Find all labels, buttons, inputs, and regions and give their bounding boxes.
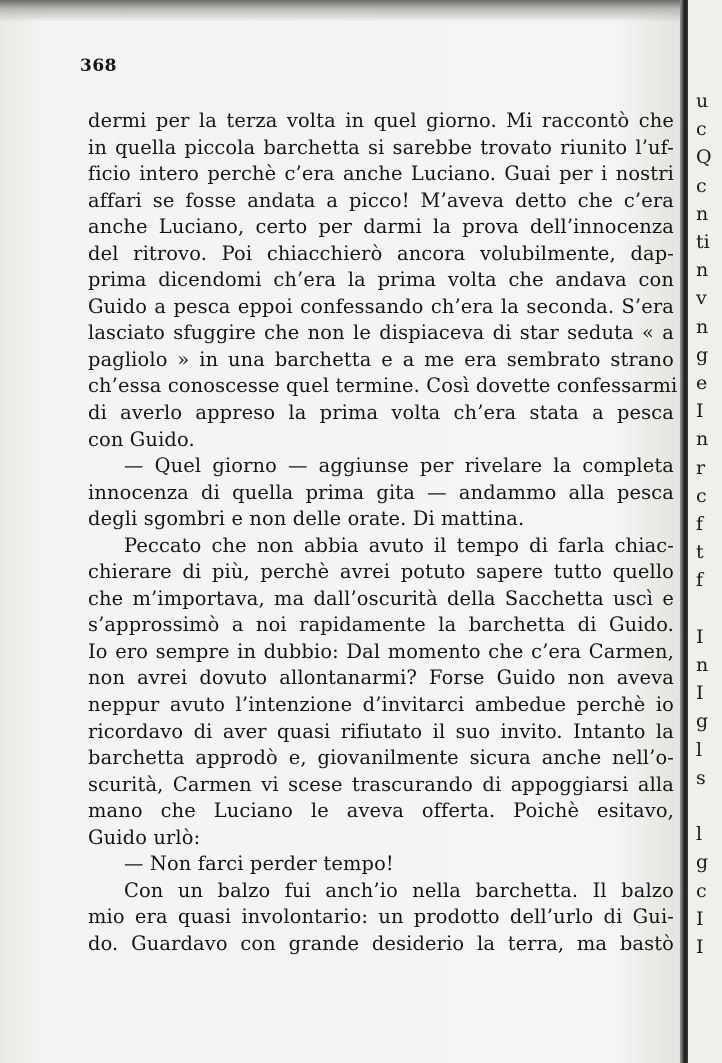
facing-page-fragment: c: [696, 174, 707, 197]
body-text: [88, 108, 678, 958]
text-line: do. Guardavo con grande desiderio la terra, ma bastò: [88, 931, 674, 955]
facing-page-fragment: g: [696, 710, 709, 733]
facing-page-fragment: t: [696, 541, 704, 564]
text-line: con Guido.: [88, 427, 195, 451]
text-line: — Non farci perder tempo!: [124, 852, 394, 876]
text-line: che m’importava, ma dall’oscurità della Sacchetta uscì e: [88, 586, 674, 610]
facing-page-fragment: n: [696, 654, 709, 676]
facing-page-fragment: ti: [696, 231, 710, 253]
facing-page-fragment: c: [696, 879, 707, 902]
text-line: chierare di più, perchè avrei potuto sapere tutto quello: [88, 560, 674, 584]
text-line: ch’essa conoscesse quel termine. Così dovette confessarmi: [88, 374, 678, 398]
text-line: innocenza di quella prima gita — andammo alla pesca: [88, 480, 674, 504]
facing-page-fragment: l: [696, 823, 703, 846]
text-line: — Quel giorno — aggiunse per rivelare la completa: [124, 454, 674, 478]
page-number: 368: [80, 56, 117, 76]
text-line: di averlo appreso la prima volta ch’era stata a pesca: [88, 401, 674, 425]
facing-page-fragment: g: [696, 343, 709, 366]
text-line: in quella piccola barchetta si sarebbe trovato riunito l’uf-: [88, 135, 674, 159]
text-line: non avrei dovuto allontanarmi? Forse Guido non aveva: [88, 666, 674, 690]
facing-page-fragment: I: [696, 936, 704, 958]
facing-page-fragment: u: [696, 90, 709, 112]
facing-page-fragment: c: [696, 484, 707, 507]
facing-page-fragment: n: [696, 202, 709, 225]
facing-page-fragment: v: [696, 287, 707, 310]
facing-page-fragment: s: [696, 766, 706, 789]
text-line: del ritrovo. Poi chiacchierò ancora volubilmente, dap-: [88, 241, 674, 265]
facing-page-fragment: r: [696, 456, 706, 479]
text-line: lasciato sfuggire che non le dispiaceva di star seduta « a: [88, 321, 674, 345]
book-gutter: [680, 0, 688, 1063]
text-line: mio era quasi involontario: un prodotto dell’urlo di Gui-: [88, 905, 674, 929]
text-line: Guido a pesca eppoi confessando ch’era la seconda. S’era: [88, 294, 674, 318]
text-line: affari se fosse andata a picco! M’aveva detto che c’era: [88, 188, 674, 212]
text-line: pagliolo » in una barchetta e a me era sembrato strano: [88, 347, 674, 371]
facing-page-fragment: l: [696, 738, 703, 761]
facing-page-fragment: n: [696, 315, 709, 338]
facing-page-fragment: f: [696, 513, 704, 535]
facing-page-fragment: g: [696, 851, 709, 874]
text-line: ricordavo di aver quasi rifiutato il suo invito. Intanto la: [88, 719, 674, 743]
facing-page-fragment: I: [696, 400, 704, 423]
text-line: anche Luciano, certo per darmi la prova dell’innocenza: [88, 215, 674, 239]
text-line: scurità, Carmen vi scese trascurando di appoggiarsi alla: [88, 772, 674, 796]
facing-page-fragment: n: [696, 259, 709, 282]
text-line: Guido urlò:: [88, 825, 201, 849]
text-line: barchetta approdò e, giovanilmente sicura anche nell’o-: [88, 746, 674, 770]
text-line: s’approssimò a noi rapidamente la barchetta di Guido.: [88, 613, 674, 637]
text-line: Io ero sempre in dubbio: Dal momento che c’era Carmen,: [88, 639, 674, 663]
facing-page-fragment: n: [696, 428, 709, 451]
facing-page-fragment: I: [696, 907, 704, 930]
facing-page-fragment: I: [696, 625, 704, 648]
facing-page-fragment: c: [696, 118, 707, 141]
text-line: dermi per la terza volta in quel giorno. Mi raccontò che: [88, 109, 674, 132]
text-line: ficio intero perchè c’era anche Luciano. Guai per i nostri: [88, 162, 674, 186]
facing-page-fragment: Q: [696, 146, 712, 169]
scan-top-shadow: [0, 0, 722, 22]
text-line: Peccato che non abbia avuto il tempo di farla chiac-: [124, 533, 674, 557]
text-line: prima dicendomi ch’era la prima volta che andava con: [88, 268, 674, 292]
text-line: mano che Luciano le aveva offerta. Poichè esitavo,: [88, 799, 674, 823]
facing-page-edge: [688, 0, 722, 1063]
text-line: Con un balzo fui anch’io nella barchetta. Il balzo: [124, 878, 674, 902]
facing-page-fragment: I: [696, 682, 704, 705]
facing-page-fragment: e: [696, 372, 708, 394]
facing-page-fragment: f: [696, 569, 704, 592]
text-line: degli sgombri e non delle orate. Di mattina.: [88, 507, 525, 531]
text-line: neppur avuto l’intenzione d’invitarci ambedue perchè io: [88, 693, 674, 717]
